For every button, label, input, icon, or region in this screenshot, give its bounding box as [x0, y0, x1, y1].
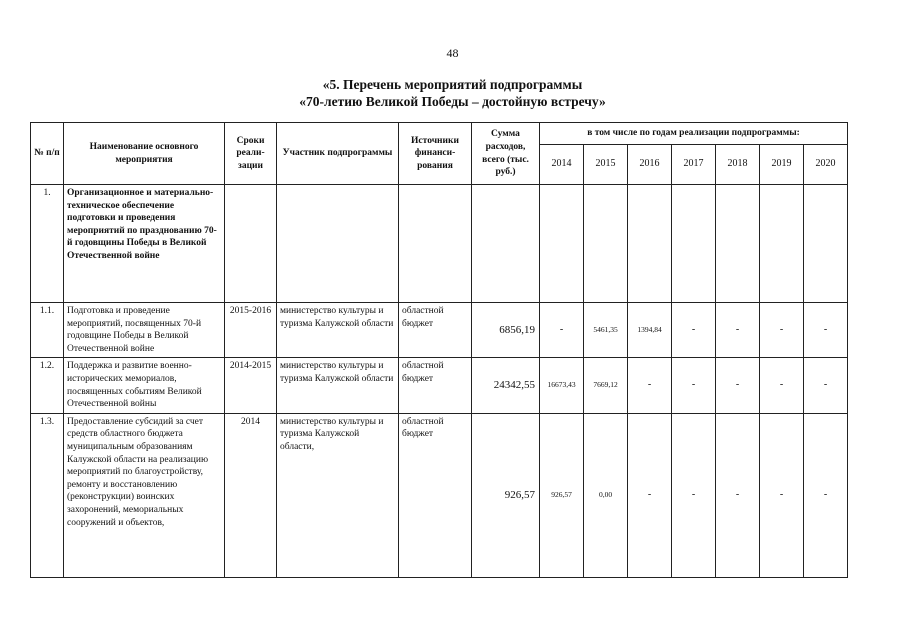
table-row: [31, 413, 848, 577]
row-year-value: -: [760, 413, 804, 577]
row-year-value: 5461,35: [584, 303, 628, 358]
row-year-value: [716, 185, 760, 303]
header-year-2016: 2016: [628, 145, 672, 185]
row-year-value: -: [804, 413, 848, 577]
row-year-value: -: [716, 358, 760, 413]
header-year-2014: 2014: [540, 145, 584, 185]
header-year-2019: 2019: [760, 145, 804, 185]
row-year-value: -: [540, 303, 584, 358]
row-num: 1.3.: [31, 413, 64, 577]
row-year-value: 7669,12: [584, 358, 628, 413]
header-sum: Сумма расходов, всего (тыс. руб.): [472, 123, 540, 185]
row-participant: министерство культуры и туризма Калужской области,: [277, 413, 399, 577]
row-sum: [472, 185, 540, 303]
row-term: 2014-2015: [225, 358, 277, 413]
row-name: Поддержка и развитие военно-исторических мемориалов, посвященных событиям Великой Отечественной войны: [64, 358, 225, 413]
row-term: [225, 185, 277, 303]
title-line-2: «70-летию Великой Победы – достойную встречу»: [299, 94, 606, 109]
row-source: [399, 185, 472, 303]
row-term: 2014: [225, 413, 277, 577]
header-sources: Источники финанси-рования: [399, 123, 472, 185]
activities-table: [30, 122, 848, 578]
row-year-value: 0,00: [584, 413, 628, 577]
row-num: 1.2.: [31, 358, 64, 413]
row-sum: 24342,55: [472, 358, 540, 413]
header-num: № п/п: [31, 123, 64, 185]
row-source: областной бюджет: [399, 358, 472, 413]
row-year-value: -: [672, 303, 716, 358]
row-source: областной бюджет: [399, 303, 472, 358]
row-participant: министерство культуры и туризма Калужской области: [277, 303, 399, 358]
row-year-value: -: [804, 358, 848, 413]
row-name: Предоставление субсидий за счет средств областного бюджета муниципальным образованиям Калужской области на реализацию мероприятий по благоустройству, ремонту и восстановлению (реконструкции) воинских захоронений, мемориальных сооружений и объектов,: [64, 413, 225, 577]
row-year-value: -: [760, 358, 804, 413]
row-name: Организационное и материально-техническое обеспечение подготовки и проведения мероприятий по празднованию 70-й годовщины Победы в Великой Отечественной войне: [64, 185, 225, 303]
header-by-years: в том числе по годам реализации подпрограммы:: [540, 123, 848, 145]
row-year-value: 16673,43: [540, 358, 584, 413]
row-num: 1.: [31, 185, 64, 303]
row-year-value: 1394,84: [628, 303, 672, 358]
document-title: [0, 76, 905, 110]
row-participant: министерство культуры и туризма Калужской области: [277, 358, 399, 413]
row-year-value: -: [628, 358, 672, 413]
row-year-value: [804, 185, 848, 303]
table-row: [31, 303, 848, 358]
row-year-value: [584, 185, 628, 303]
row-source: областной бюджет: [399, 413, 472, 577]
header-year-2015: 2015: [584, 145, 628, 185]
title-line-1: «5. Перечень мероприятий подпрограммы: [322, 77, 583, 92]
row-year-value: -: [716, 413, 760, 577]
row-num: 1.1.: [31, 303, 64, 358]
header-name: Наименование основного мероприятия: [64, 123, 225, 185]
row-term: 2015-2016: [225, 303, 277, 358]
row-year-value: [760, 185, 804, 303]
row-participant: [277, 185, 399, 303]
header-participant: Участник подпрограммы: [277, 123, 399, 185]
header-year-2017: 2017: [672, 145, 716, 185]
row-year-value: -: [628, 413, 672, 577]
row-year-value: [672, 185, 716, 303]
header-year-2020: 2020: [804, 145, 848, 185]
table-row: [31, 185, 848, 303]
table-row: [31, 358, 848, 413]
row-year-value: -: [804, 303, 848, 358]
header-terms: Сроки реали-зации: [225, 123, 277, 185]
row-sum: 926,57: [472, 413, 540, 577]
row-year-value: 926,57: [540, 413, 584, 577]
row-year-value: -: [716, 303, 760, 358]
row-year-value: [540, 185, 584, 303]
header-year-2018: 2018: [716, 145, 760, 185]
row-year-value: [628, 185, 672, 303]
row-year-value: -: [672, 358, 716, 413]
row-sum: 6856,19: [472, 303, 540, 358]
row-year-value: -: [760, 303, 804, 358]
page-number: 48: [446, 46, 459, 60]
row-year-value: -: [672, 413, 716, 577]
row-name: Подготовка и проведение мероприятий, посвященных 70-й годовщине Победы в Великой Отечественной войне: [64, 303, 225, 358]
